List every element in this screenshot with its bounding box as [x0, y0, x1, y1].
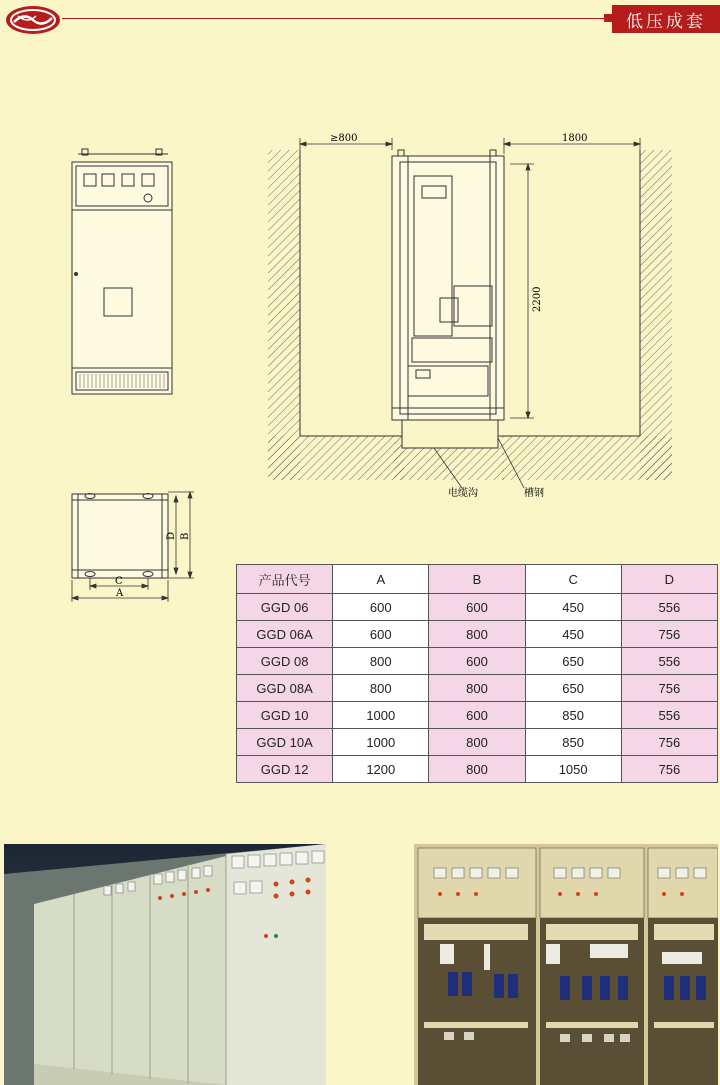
cell-b: 600: [429, 702, 525, 729]
cell-b: 800: [429, 729, 525, 756]
cell-c: 450: [525, 621, 621, 648]
column-header-d: D: [621, 565, 717, 594]
installed-cabinets-photo: [4, 844, 326, 1085]
cabinet-front-drawing: [68, 146, 178, 402]
height-label: 2200: [532, 286, 543, 312]
channel-steel-label: 槽钢: [524, 488, 544, 499]
column-header-c: C: [525, 565, 621, 594]
cell-d: 556: [621, 702, 717, 729]
front-clearance-label: ≥800: [330, 133, 358, 144]
cabinet-installation-section: [262, 126, 682, 506]
table-row: [237, 729, 718, 756]
cell-d: 756: [621, 621, 717, 648]
company-logo: [4, 4, 62, 36]
cell-b: 800: [429, 621, 525, 648]
cell-d: 756: [621, 756, 717, 783]
cell-model: GGD 06: [237, 594, 333, 621]
rear-clearance-label: 1800: [562, 133, 588, 144]
column-header-model: 产品代号: [237, 565, 333, 594]
cell-c: 850: [525, 729, 621, 756]
table-header-row: [237, 565, 718, 594]
category-tag: 低压成套: [612, 5, 720, 33]
column-header-a: A: [333, 565, 429, 594]
column-header-b: B: [429, 565, 525, 594]
cell-b: 800: [429, 675, 525, 702]
cell-b: 600: [429, 648, 525, 675]
cell-a: 600: [333, 621, 429, 648]
table-row: [237, 675, 718, 702]
table-row: [237, 648, 718, 675]
cell-model: GGD 12: [237, 756, 333, 783]
dim-b-label: B: [180, 532, 191, 540]
cell-a: 1000: [333, 702, 429, 729]
cell-c: 650: [525, 675, 621, 702]
dimension-spec-table: [236, 564, 718, 783]
cabinet-base-plan: [64, 486, 200, 606]
cell-c: 450: [525, 594, 621, 621]
cell-b: 600: [429, 594, 525, 621]
cell-d: 556: [621, 594, 717, 621]
table-row: [237, 756, 718, 783]
cell-a: 800: [333, 648, 429, 675]
cell-model: GGD 06A: [237, 621, 333, 648]
table-row: [237, 594, 718, 621]
dim-d-label: D: [166, 531, 177, 540]
dim-c-label: C: [115, 576, 123, 587]
cable-trench-label: 电缆沟: [448, 488, 478, 499]
cell-model: GGD 10: [237, 702, 333, 729]
cell-c: 1050: [525, 756, 621, 783]
cell-b: 800: [429, 756, 525, 783]
cell-c: 650: [525, 648, 621, 675]
dim-a-label: A: [116, 588, 124, 599]
cell-model: GGD 08: [237, 648, 333, 675]
cell-model: GGD 10A: [237, 729, 333, 756]
cell-a: 1000: [333, 729, 429, 756]
cell-d: 556: [621, 648, 717, 675]
header-rule: [62, 18, 622, 19]
cell-model: GGD 08A: [237, 675, 333, 702]
cell-a: 600: [333, 594, 429, 621]
table-row: [237, 702, 718, 729]
header-rule-marker: [604, 14, 612, 22]
cell-c: 850: [525, 702, 621, 729]
table-row: [237, 621, 718, 648]
cell-a: 1200: [333, 756, 429, 783]
cell-d: 756: [621, 675, 717, 702]
cell-a: 800: [333, 675, 429, 702]
cell-d: 756: [621, 729, 717, 756]
cabinet-interior-photo: [414, 844, 718, 1085]
